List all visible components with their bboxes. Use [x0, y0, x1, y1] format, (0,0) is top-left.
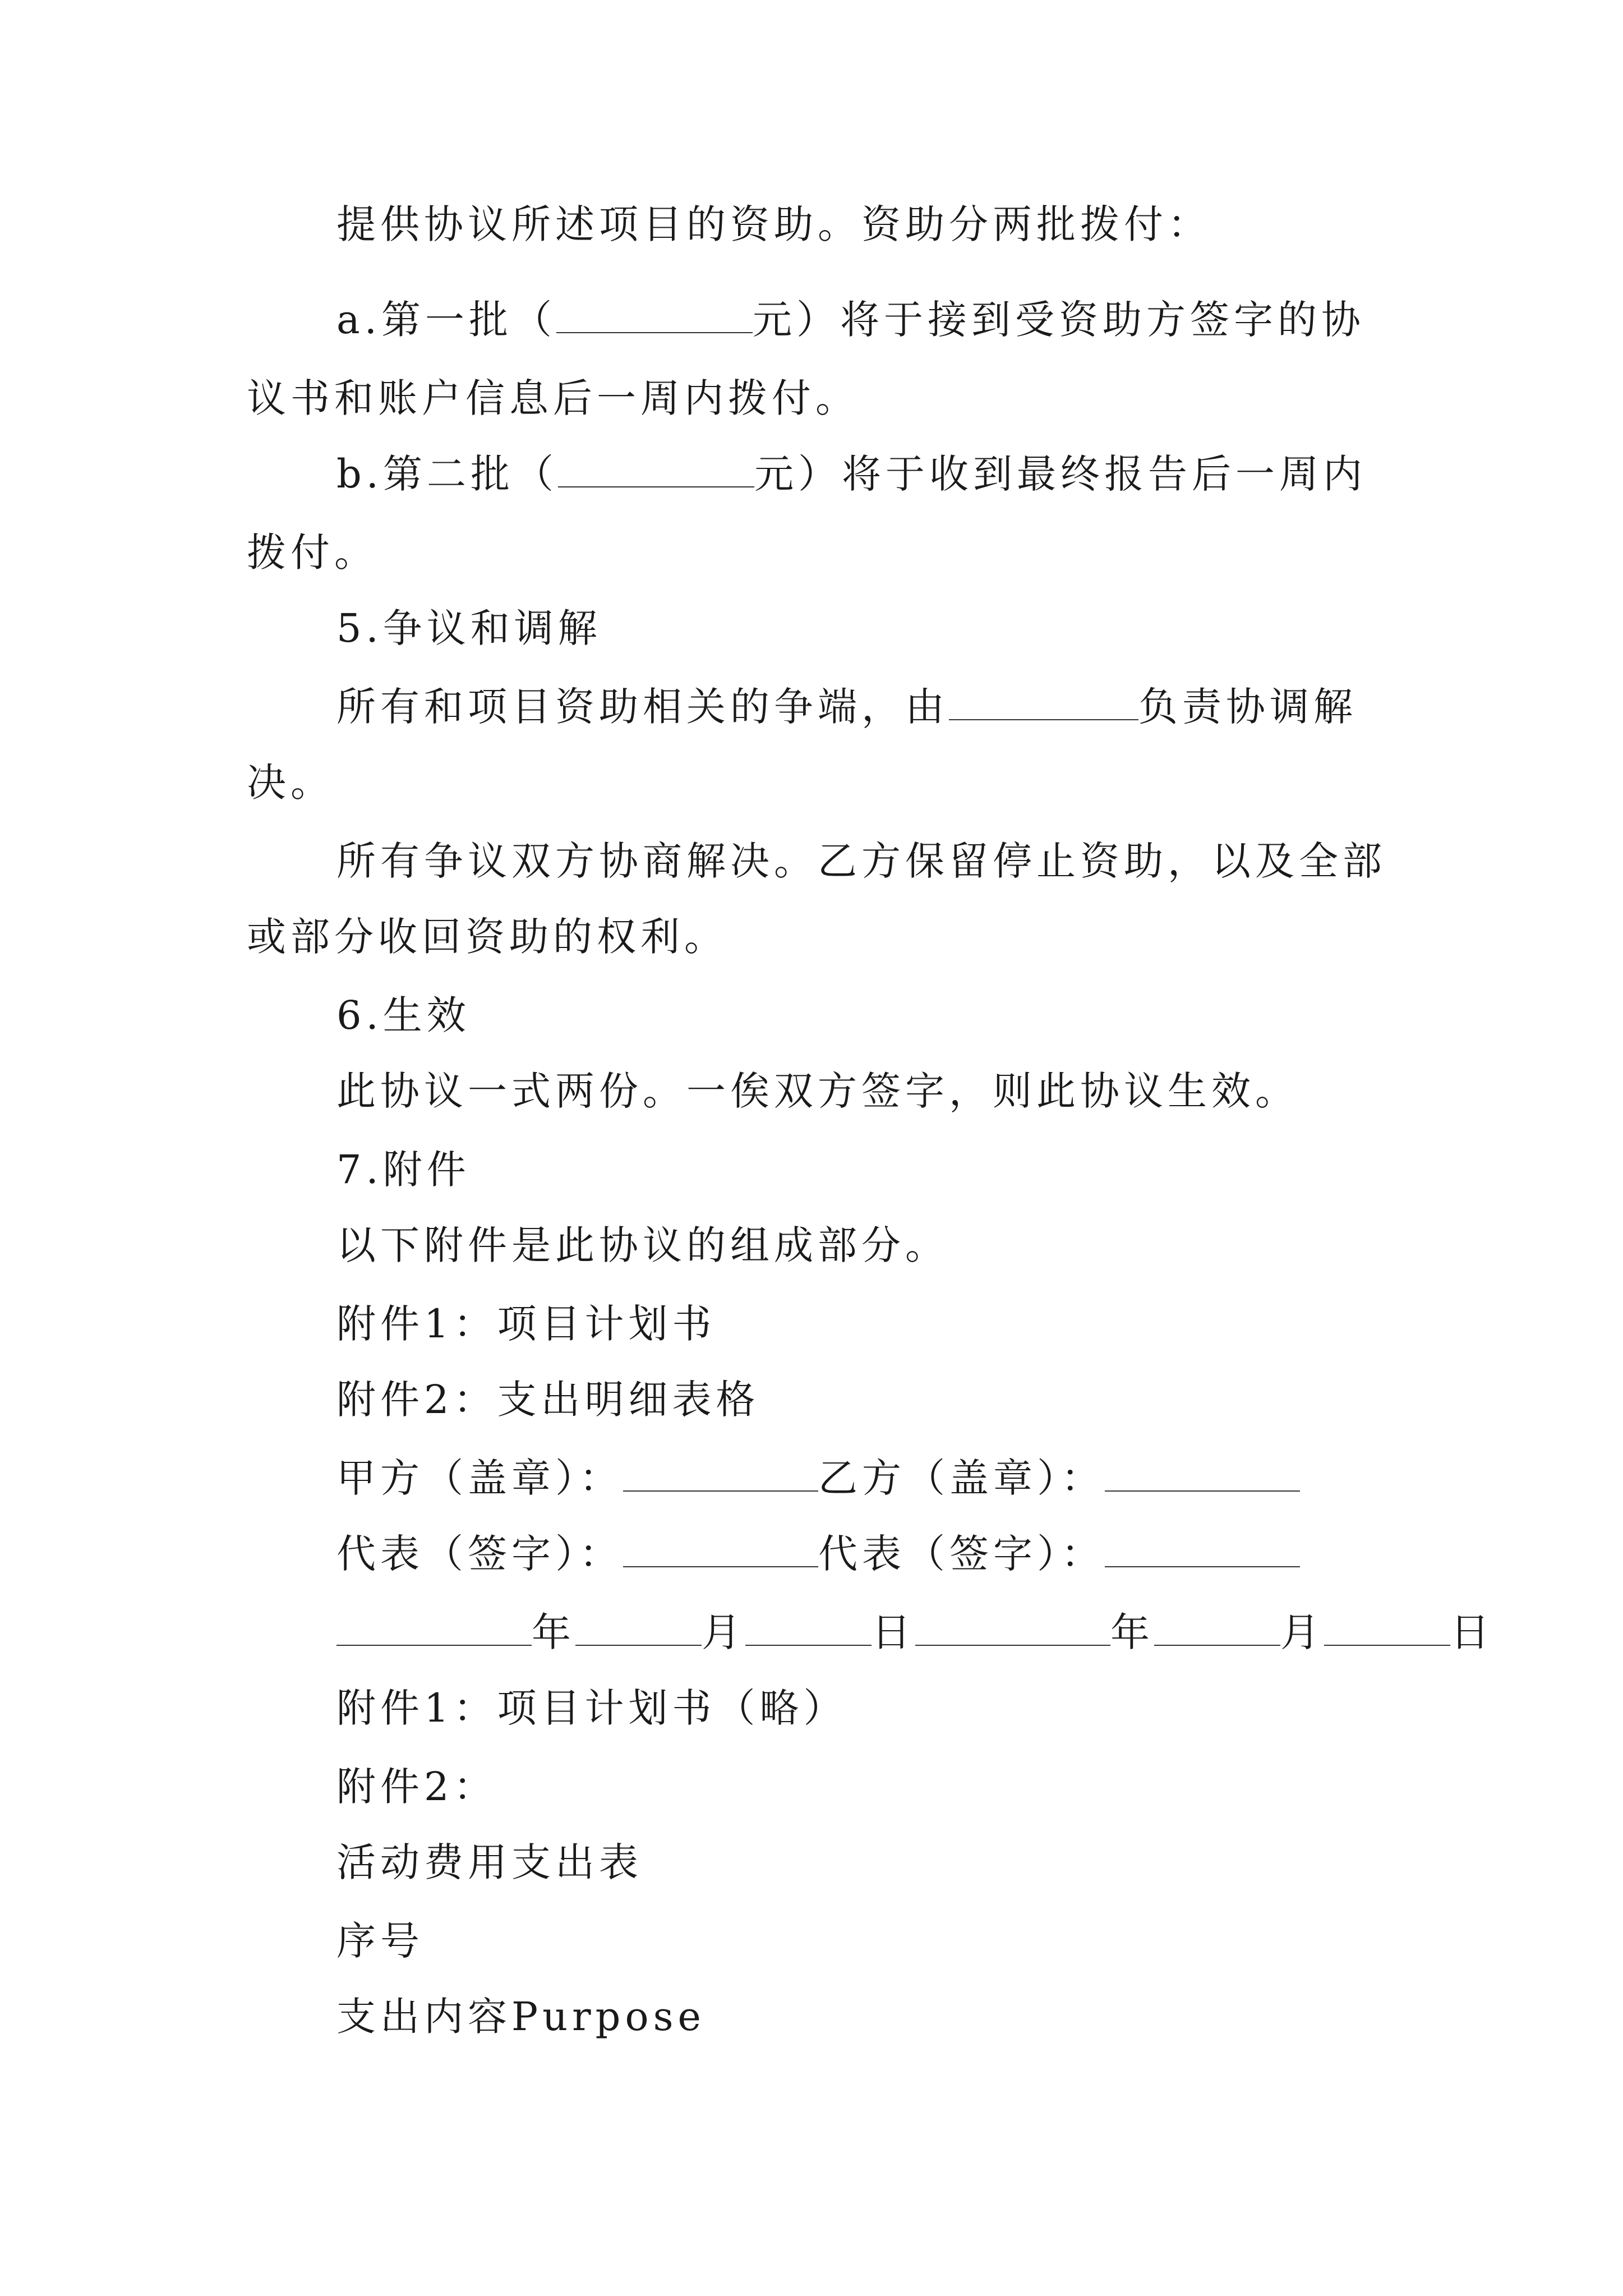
- party-a-day-blank[interactable]: [745, 1610, 872, 1646]
- section-heading-dispute: [336, 603, 602, 654]
- text: 提供协议所述项目的资助。资助分两批拨付：: [336, 201, 1211, 247]
- text: b.第二批（: [336, 451, 559, 497]
- dispute-line-1: [336, 682, 1357, 732]
- expense-table-col-index: [336, 1916, 424, 1966]
- first-batch-amount-blank[interactable]: [556, 297, 753, 333]
- text: 此协议一式两份。一俟双方签字，则此协议生效。: [336, 1068, 1299, 1114]
- year-label: 年: [1110, 1609, 1154, 1655]
- month-label: 月: [1280, 1609, 1324, 1655]
- text: 附件1：项目计划书: [336, 1301, 716, 1347]
- effect-line: [336, 1066, 1299, 1116]
- text: 议书和账户信息后一周内拨付。: [247, 375, 859, 421]
- attachments-intro: [336, 1220, 949, 1271]
- text: a.第一批（: [336, 297, 556, 343]
- party-b-seal-label: 乙方（盖章）：: [818, 1455, 1105, 1501]
- attachment-2-line: [336, 1374, 760, 1425]
- party-b-rep-blank[interactable]: [1105, 1531, 1300, 1567]
- text: 或部分收回资助的权利。: [247, 914, 728, 960]
- section-heading-effect: [336, 990, 471, 1041]
- text: 以下附件是此协议的组成部分。: [336, 1222, 949, 1268]
- dispute-line-1-cont: [247, 757, 334, 808]
- party-a-seal-blank[interactable]: [623, 1456, 818, 1492]
- dispute-line-2: [336, 836, 1386, 886]
- text: 所有争议双方协商解决。乙方保留停止资助，以及全部: [336, 838, 1386, 884]
- party-b-rep-label: 代表（签字）：: [818, 1531, 1105, 1577]
- text: 附件1：项目计划书（略）: [336, 1685, 847, 1731]
- dispute-line-2-cont: [247, 912, 728, 962]
- seal-line: [336, 1453, 1300, 1503]
- text: 附件2：: [336, 1764, 497, 1810]
- appendix-2-heading: [336, 1761, 497, 1812]
- expense-table-col-purpose: [336, 1991, 706, 2042]
- text: 所有和项目资助相关的争端，由: [336, 684, 949, 730]
- coordinator-blank[interactable]: [949, 684, 1138, 720]
- text: 6.生效: [336, 992, 471, 1038]
- appendix-1-heading: [336, 1683, 847, 1733]
- party-b-month-blank[interactable]: [1154, 1610, 1280, 1646]
- signature-line: [336, 1529, 1300, 1579]
- funding-intro-line: [336, 199, 1211, 250]
- month-label: 月: [702, 1609, 745, 1655]
- text: 5.争议和调解: [336, 605, 602, 651]
- text: 序号: [336, 1918, 424, 1964]
- text: 附件2：支出明细表格: [336, 1377, 760, 1423]
- party-b-day-blank[interactable]: [1324, 1610, 1450, 1646]
- text: 元）将于收到最终报告后一周内: [754, 451, 1367, 497]
- first-batch-line-cont: [247, 373, 859, 424]
- text: 活动费用支出表: [336, 1839, 643, 1885]
- second-batch-amount-blank[interactable]: [558, 452, 754, 487]
- second-batch-line-cont: [247, 527, 378, 578]
- party-a-seal-label: 甲方（盖章）：: [336, 1455, 623, 1501]
- text: 决。: [247, 760, 334, 806]
- text: 支出内容Purpose: [336, 1994, 706, 2040]
- first-batch-line: [336, 295, 1365, 345]
- text: 7.附件: [336, 1147, 471, 1193]
- expense-table-title: [336, 1837, 643, 1888]
- text: 负责协调解: [1138, 684, 1357, 730]
- party-a-year-blank[interactable]: [336, 1610, 532, 1646]
- attachment-1-line: [336, 1299, 716, 1349]
- text: 拨付。: [247, 530, 378, 576]
- party-a-rep-label: 代表（签字）：: [336, 1531, 623, 1577]
- party-b-seal-blank[interactable]: [1105, 1456, 1300, 1492]
- year-label: 年: [532, 1609, 575, 1655]
- day-label: 日: [1450, 1609, 1494, 1655]
- second-batch-line: [336, 449, 1367, 499]
- date-line: [336, 1607, 1494, 1658]
- day-label: 日: [872, 1609, 915, 1655]
- party-b-year-blank[interactable]: [915, 1610, 1110, 1646]
- text: 元）将于接到受资助方签字的协: [752, 297, 1365, 343]
- section-heading-attachments: [336, 1144, 471, 1195]
- party-a-rep-blank[interactable]: [623, 1531, 818, 1567]
- party-a-month-blank[interactable]: [575, 1610, 702, 1646]
